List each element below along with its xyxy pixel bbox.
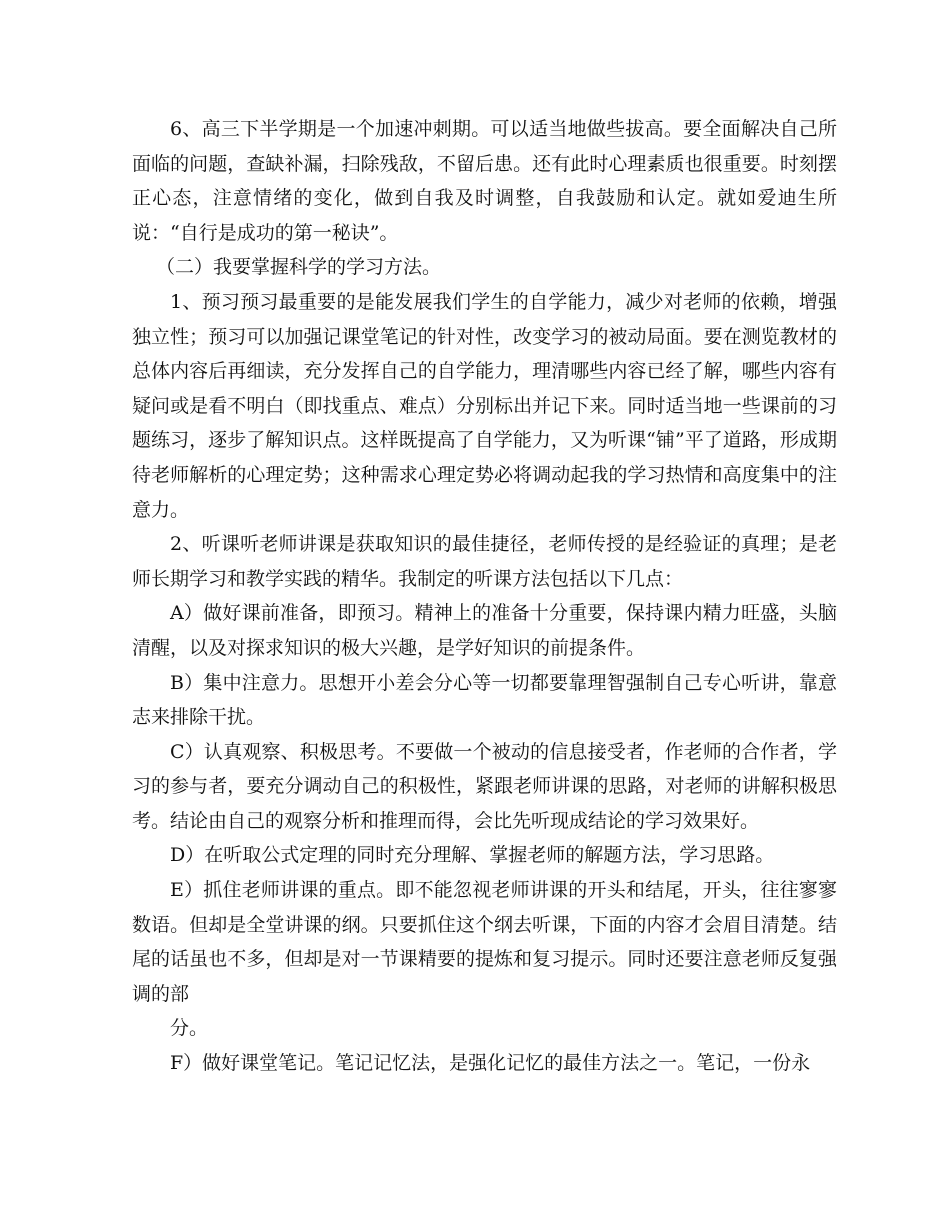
paragraph-item-e: E）抓住老师讲课的重点。即不能忽视老师讲课的开头和结尾，开头，往往寥寥数语。但却是全堂讲课的纲。只要抓住这个纲去听课，下面的内容才会眉目清楚。结尾的话虽也不多，但却是对一节课精要的提炼和复习提示。同时还要注意老师反复强调的部 [132, 879, 837, 1005]
paragraph-item-f: F）做好课堂笔记。笔记记忆法，是强化记忆的最佳方法之一。笔记，一份永 [170, 1052, 811, 1075]
paragraph-listening: 2、听课听老师讲课是获取知识的最佳捷径，老师传授的是经验证的真理；是老师长期学习和教学实践的精华。我制定的听课方法包括以下几点： [132, 533, 837, 590]
paragraph-item-a: A）做好课前准备，即预习。精神上的准备十分重要，保持课内精力旺盛，头脑清醒，以及对探求知识的极大兴趣，是学好知识的前提条件。 [132, 602, 837, 659]
paragraph-point-6: 6、高三下半学期是一个加速冲刺期。可以适当地做些拔高。要全面解决自己所面临的问题，查缺补漏，扫除残敌，不留后患。还有此时心理素质也很重要。时刻摆正心态，注意情绪的变化，做到自我及时调整，自我鼓励和认定。就如爱迪生所说：“自行是成功的第一秘诀”。 [132, 118, 837, 244]
paragraph-preview: 1、预习预习最重要的是能发展我们学生的自学能力，减少对老师的依赖，增强独立性；预习可以加强记课堂笔记的针对性，改变学习的被动局面。要在测览教材的总体内容后再细读，充分发挥自己的自学能力，理清哪些内容已经了解，哪些内容有疑问或是看不明白（即找重点、难点）分别标出并记下来。同时适当地一些课前的习题练习，逐步了解知识点。这样既提高了自学能力，又为听课“铺”平了道路，形成期待老师解析的心理定势；这种需求心理定势必将调动起我的学习热情和高度集中的注意力。 [132, 290, 837, 521]
paragraph-fragment: 分。 [170, 1017, 209, 1040]
document-body [132, 112, 837, 1081]
paragraph-item-d: D）在听取公式定理的同时充分理解、掌握老师的解题方法，学习思路。 [170, 844, 775, 867]
section-heading-study-methods: （二）我要掌握科学的学习方法。 [156, 256, 442, 279]
paragraph-item-b: B）集中注意力。思想开小差会分心等一切都要靠理智强制自己专心听讲，靠意志来排除干扰。 [132, 671, 837, 729]
paragraph-item-c: C）认真观察、积极思考。不要做一个被动的信息接受者，作老师的合作者，学习的参与者，要充分调动自己的积极性，紧跟老师讲课的思路，对老师的讲解积极思考。结论由自己的观察分析和推理而得，会比先听现成结论的学习效果好。 [132, 740, 837, 832]
